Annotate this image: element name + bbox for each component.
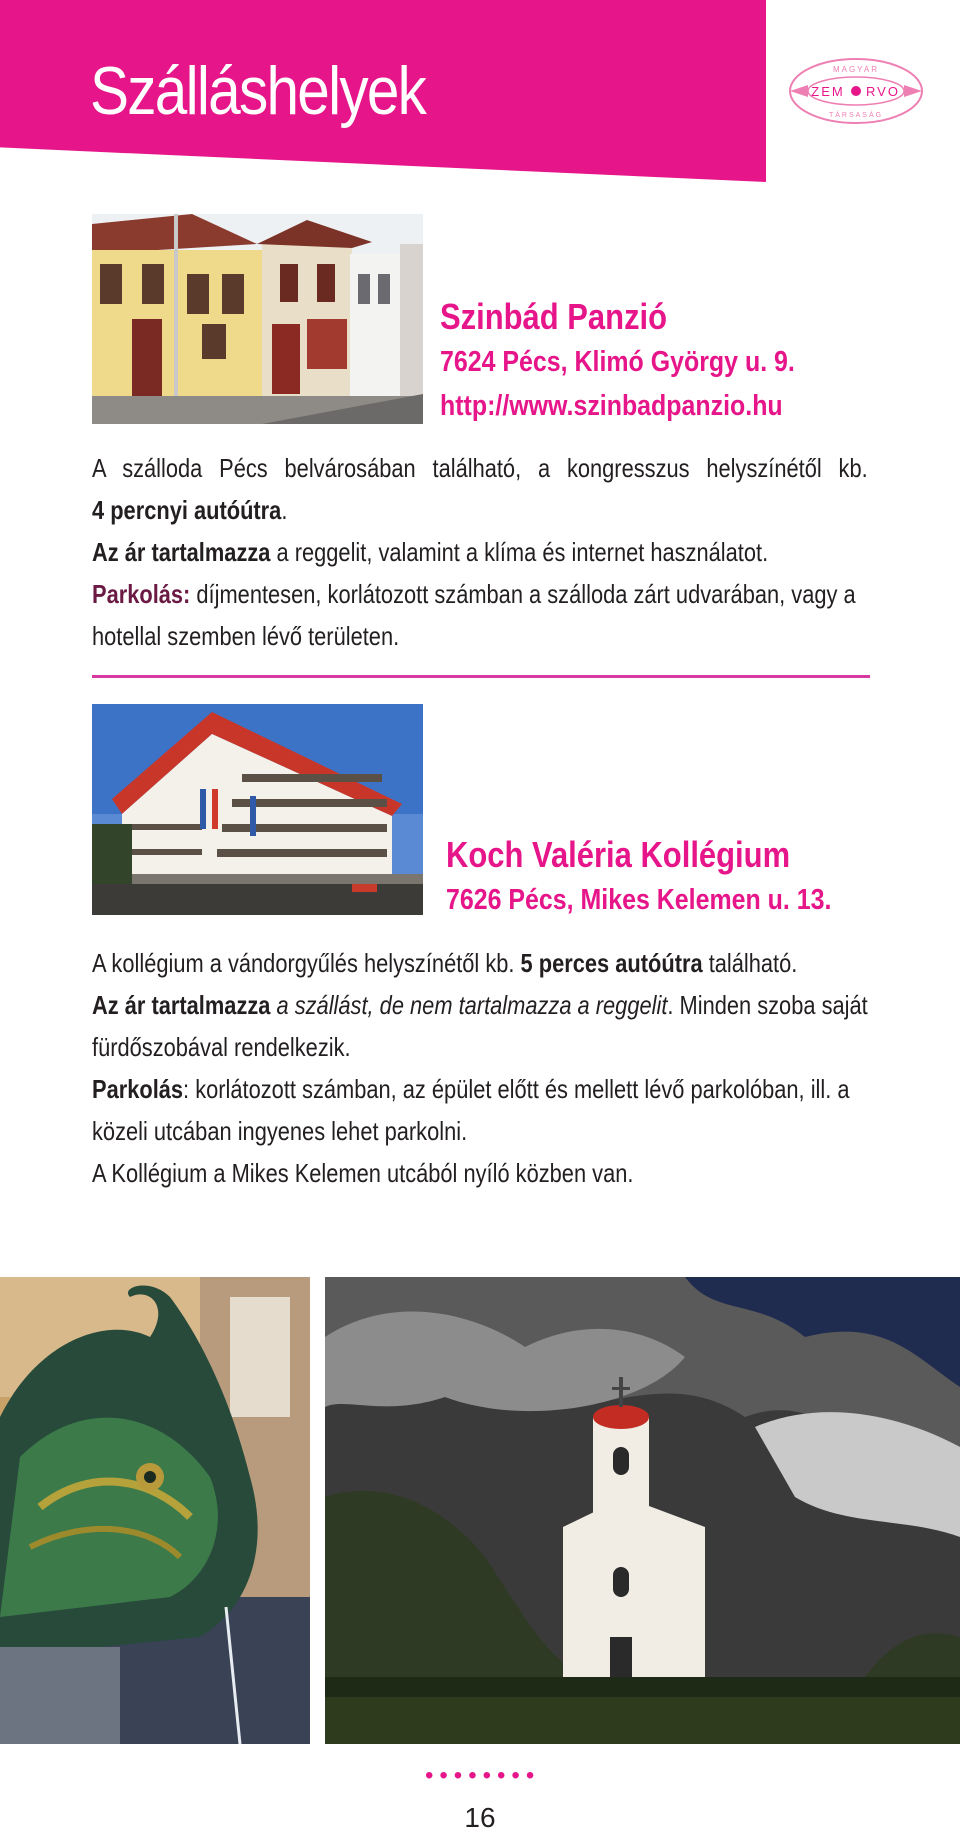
page-number: 16 <box>464 1802 496 1833</box>
listing-2-para-3 <box>92 1068 868 1152</box>
listing-1-name: Szinbád Panzió <box>440 296 668 337</box>
listing-2-p4: A Kollégium a Mikes Kelemen utcából nyíló közben van. <box>92 1158 634 1188</box>
listing-1-p3-bold: Parkolás: <box>92 579 191 609</box>
listing-1-para-3 <box>92 573 868 657</box>
listing-1-para-2 <box>92 531 868 573</box>
logo-text-right: RVO <box>866 84 900 99</box>
listing-2-p3: : korlátozott számban, az épület előtt és mellett lévő parkolóban, ill. a közeli utcában ingyenes lehet parkolni. <box>92 1074 850 1146</box>
listing-2-p2-end: . Minden szoba saját fürdőszobával rendelkezik. <box>92 990 868 1062</box>
listing-1-url[interactable]: http://www.szinbadpanzio.hu <box>440 390 783 422</box>
listing-1-para-1 <box>92 447 868 489</box>
listing-2-p1-bold: 5 perces autóútra <box>520 948 703 978</box>
footer-dots: •••••••• <box>425 1762 541 1789</box>
logo-text-top: MAGYAR <box>832 65 880 74</box>
listing-1-p1-end: . <box>281 495 288 525</box>
logo-text-bottom: TÁRSASÁG <box>828 112 884 119</box>
listing-1-para-1b <box>92 489 868 531</box>
listing-1-p2-bold: Az ár tartalmazza <box>92 537 271 567</box>
listing-2-para-2 <box>92 984 868 1068</box>
logo-dot <box>851 86 861 96</box>
hilltop-church-photo <box>325 1277 960 1744</box>
listing-1-address: 7624 Pécs, Klimó György u. 9. <box>440 346 795 378</box>
listing-1-p3: díjmentesen, korlátozott számban a szálloda zárt udvarában, vagy a hotellal szemben lévő területen. <box>92 579 856 651</box>
zemorvo-logo <box>786 55 926 127</box>
listing-2-para-1 <box>92 942 868 984</box>
listing-2-name: Koch Valéria Kollégium <box>446 834 791 875</box>
page-title: Szálláshelyek <box>90 53 426 129</box>
listing-1-p1: A szálloda Pécs belvárosában található, a kongresszus helyszínétől kb. <box>92 453 868 483</box>
listing-2-p2-italic: a szállást, de nem tartalmazza a reggelit <box>270 990 668 1020</box>
listing-2-address: 7626 Pécs, Mikes Kelemen u. 13. <box>446 884 832 916</box>
listing-2-p1-end: található. <box>702 948 798 978</box>
listing-2-p1-start: A kollégium a vándorgyűlés helyszínétől kb. <box>92 948 521 978</box>
listing-1-p1-bold: 4 percnyi autóútra <box>92 495 282 525</box>
listing-1-p2: a reggelit, valamint a klíma és internet használatot. <box>270 537 769 567</box>
koch-valeria-photo <box>92 704 423 915</box>
logo-text-left: ZEM <box>811 84 845 99</box>
section-divider <box>92 675 870 678</box>
listing-2-p2-bold: Az ár tartalmazza <box>92 990 271 1020</box>
zsolnay-fountain-photo <box>0 1277 318 1744</box>
listing-2-para-4 <box>92 1152 868 1194</box>
szinbad-photo <box>92 214 423 424</box>
listing-2-p3-bold: Parkolás <box>92 1074 184 1104</box>
